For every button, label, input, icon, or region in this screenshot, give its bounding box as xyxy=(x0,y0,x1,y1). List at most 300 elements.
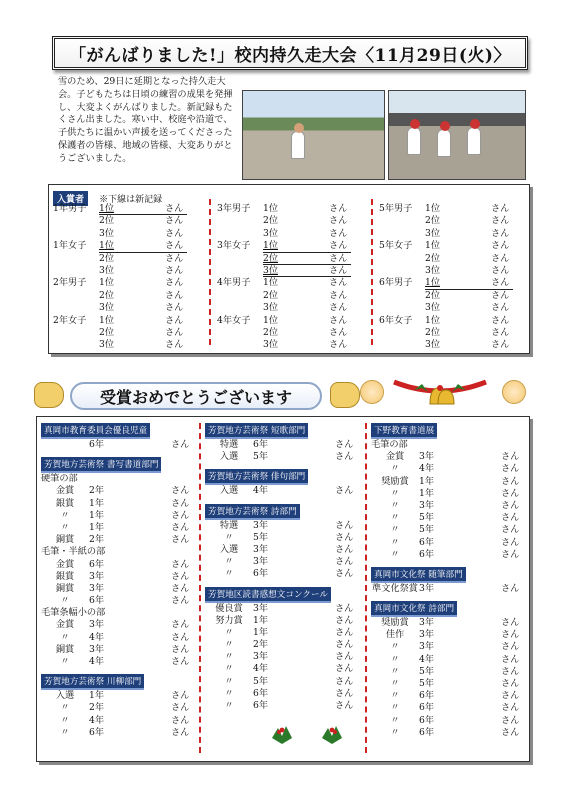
award-row xyxy=(371,617,527,629)
award-grade: 3年 xyxy=(253,651,269,663)
award-row xyxy=(41,632,193,644)
award-suffix: さん xyxy=(171,631,190,643)
award-grade: 1年 xyxy=(253,626,269,638)
winner-place: 3位 xyxy=(99,264,115,276)
winner-row xyxy=(379,290,509,302)
winner-suffix: さん xyxy=(165,289,184,301)
award-grade: 4年 xyxy=(253,663,269,675)
winner-suffix: さん xyxy=(329,203,348,214)
winner-row xyxy=(217,327,347,339)
winner-row xyxy=(217,277,347,289)
award-suffix: さん xyxy=(335,687,354,699)
award-grade: 4年 xyxy=(89,714,105,726)
award-section xyxy=(371,601,527,739)
award-row xyxy=(371,537,527,549)
award-rank: 特選 xyxy=(219,439,239,450)
award-grade: 3年 xyxy=(89,570,105,582)
award-suffix: さん xyxy=(501,714,520,726)
award-row xyxy=(371,641,527,653)
winner-group: 6年男子 xyxy=(379,277,413,289)
winner-row xyxy=(217,302,347,314)
award-grade: 3年 xyxy=(89,582,105,594)
award-suffix: さん xyxy=(501,582,520,594)
winner-row xyxy=(379,265,509,277)
award-suffix: さん xyxy=(501,536,520,548)
runner-figure xyxy=(291,131,305,159)
award-grade: 5年 xyxy=(419,678,435,689)
award-grade: 2年 xyxy=(89,702,105,714)
award-suffix: さん xyxy=(171,726,190,738)
award-suffix: さん xyxy=(335,675,354,687)
winner-row xyxy=(379,327,509,339)
award-rank: 〃 xyxy=(390,714,400,726)
winner-group: 4年男子 xyxy=(217,277,251,289)
winner-place: 3位 xyxy=(425,302,441,314)
page-title: 「がんばりました!」校内持久走大会〈11月29日(火)〉 xyxy=(52,36,528,70)
winner-place: 2位 xyxy=(99,252,115,264)
winner-row xyxy=(217,215,347,227)
awards-column xyxy=(205,423,363,718)
award-suffix: さん xyxy=(171,595,190,607)
winner-group: 5年男子 xyxy=(379,203,413,214)
winner-place: 3位 xyxy=(425,227,441,239)
winner-place: 2位 xyxy=(263,215,279,227)
award-row xyxy=(41,595,193,607)
award-suffix: さん xyxy=(501,617,520,629)
winner-group: 6年女子 xyxy=(379,314,413,326)
award-suffix: さん xyxy=(501,451,520,463)
award-rank: 〃 xyxy=(224,663,234,675)
award-suffix: さん xyxy=(501,548,520,560)
column-divider xyxy=(365,423,367,753)
award-rank: 〃 xyxy=(390,702,400,714)
award-rank: 〃 xyxy=(390,641,400,653)
winner-row xyxy=(53,339,183,351)
winners-column xyxy=(217,203,347,352)
winner-suffix: さん xyxy=(491,227,510,239)
award-rank: 〃 xyxy=(224,531,234,543)
award-section xyxy=(41,457,193,668)
award-row xyxy=(371,666,527,678)
winner-suffix: さん xyxy=(165,264,184,276)
winner-suffix: さん xyxy=(165,314,184,326)
award-grade: 4年 xyxy=(89,631,105,643)
winner-place: 3位 xyxy=(263,339,279,351)
winner-suffix: さん xyxy=(329,227,348,239)
award-rank: 〃 xyxy=(60,509,70,521)
award-grade: 4年 xyxy=(253,485,269,497)
award-section xyxy=(205,423,363,463)
holly-icon xyxy=(270,722,294,748)
award-subheading: 毛筆条幅小の部 xyxy=(41,607,106,619)
winner-row xyxy=(379,302,509,314)
award-suffix: さん xyxy=(171,439,190,450)
award-rank: 〃 xyxy=(60,595,70,607)
angel-icon xyxy=(502,380,526,404)
award-row xyxy=(41,498,193,510)
winner-suffix: さん xyxy=(329,240,348,252)
winner-place: 2位 xyxy=(99,326,115,338)
award-rank: 〃 xyxy=(390,690,400,702)
winner-row xyxy=(379,203,509,215)
award-rank: 入選 xyxy=(219,543,239,555)
winner-place: 1位 xyxy=(263,314,279,326)
award-grade: 6年 xyxy=(89,558,105,570)
award-grade: 5年 xyxy=(419,524,435,536)
award-row xyxy=(371,524,527,536)
winner-place: 1位 xyxy=(425,277,441,289)
award-suffix: さん xyxy=(335,485,354,497)
award-rank: 奨励賞 xyxy=(381,617,409,629)
award-suffix: さん xyxy=(501,487,520,499)
award-rank: 佳作 xyxy=(385,629,405,641)
award-row xyxy=(205,544,363,556)
award-suffix: さん xyxy=(501,512,520,524)
award-suffix: さん xyxy=(501,665,520,677)
winner-place: 1位 xyxy=(425,240,441,252)
award-rank: 奨励賞 xyxy=(381,475,409,487)
award-row xyxy=(371,500,527,512)
winner-place: 1位 xyxy=(425,203,441,214)
winner-row xyxy=(217,240,347,252)
winner-place: 2位 xyxy=(425,326,441,338)
award-grade: 2年 xyxy=(253,639,269,651)
awards-box xyxy=(36,416,530,762)
award-suffix: さん xyxy=(501,629,520,641)
column-divider xyxy=(199,423,201,753)
award-row xyxy=(41,534,193,546)
award-rank: 〃 xyxy=(390,487,400,499)
award-grade: 3年 xyxy=(419,451,435,463)
award-suffix: さん xyxy=(501,463,520,475)
award-suffix: さん xyxy=(501,726,520,738)
winner-row xyxy=(53,290,183,302)
winner-row xyxy=(217,339,347,351)
winner-row xyxy=(217,265,347,277)
award-grade: 3年 xyxy=(89,619,105,631)
award-rank: 〃 xyxy=(390,653,400,665)
award-row xyxy=(41,690,193,702)
winner-group: 2年女子 xyxy=(53,314,87,326)
award-suffix: さん xyxy=(171,570,190,582)
award-suffix: さん xyxy=(501,499,520,511)
winner-place: 2位 xyxy=(425,215,441,227)
winner-row xyxy=(379,228,509,240)
award-row xyxy=(371,690,527,702)
award-suffix: さん xyxy=(171,509,190,521)
winner-place: 1位 xyxy=(99,240,115,252)
award-section xyxy=(371,567,527,595)
award-grade: 6年 xyxy=(253,568,269,580)
award-section xyxy=(41,423,193,451)
winner-group: 3年女子 xyxy=(217,240,251,252)
winner-place: 1位 xyxy=(99,203,115,214)
winner-place: 1位 xyxy=(99,314,115,326)
award-rank: 入選 xyxy=(219,485,239,497)
award-suffix: さん xyxy=(335,519,354,531)
award-suffix: さん xyxy=(335,543,354,555)
winner-row xyxy=(379,215,509,227)
award-suffix: さん xyxy=(171,534,190,546)
awards-column xyxy=(371,423,527,745)
award-row xyxy=(205,627,363,639)
award-grade: 6年 xyxy=(89,595,105,607)
award-row xyxy=(205,439,363,451)
award-suffix: さん xyxy=(171,485,190,497)
winner-place: 2位 xyxy=(99,215,115,227)
award-subheading: 毛筆・半紙の部 xyxy=(41,546,106,558)
award-rank: 金賞 xyxy=(55,619,75,631)
award-subheading: 硬筆の部 xyxy=(41,473,78,485)
award-row xyxy=(371,512,527,524)
award-suffix: さん xyxy=(171,656,190,667)
winner-suffix: さん xyxy=(491,240,510,252)
award-row xyxy=(41,727,193,739)
award-grade: 6年 xyxy=(253,700,269,711)
winner-suffix: さん xyxy=(165,215,184,227)
winner-place: 3位 xyxy=(263,227,279,239)
award-row xyxy=(41,559,193,571)
award-row xyxy=(41,571,193,583)
winner-row xyxy=(53,253,183,265)
award-grade: 1年 xyxy=(89,690,105,702)
award-grade: 1年 xyxy=(253,614,269,626)
award-row xyxy=(41,656,193,668)
award-row xyxy=(205,639,363,651)
winners-column xyxy=(53,203,183,352)
award-grade: 3年 xyxy=(419,617,435,629)
award-suffix: さん xyxy=(171,521,190,533)
award-rank: 〃 xyxy=(390,665,400,677)
award-suffix: さん xyxy=(501,653,520,665)
award-suffix: さん xyxy=(335,531,354,543)
award-rank: 準文化祭賞 xyxy=(372,582,418,594)
award-section xyxy=(371,423,527,561)
award-heading: 芳賀地方芸術祭 詩部門 xyxy=(205,504,300,520)
winner-suffix: さん xyxy=(491,277,510,289)
award-suffix: さん xyxy=(335,639,354,651)
winner-place: 2位 xyxy=(425,252,441,264)
award-grade: 4年 xyxy=(419,463,435,475)
winner-place: 3位 xyxy=(425,264,441,276)
award-grade: 3年 xyxy=(253,602,269,614)
winner-row xyxy=(217,253,347,265)
award-rank: 〃 xyxy=(224,687,234,699)
winner-place: 2位 xyxy=(263,252,279,264)
award-rank: 努力賞 xyxy=(215,614,243,626)
award-heading: 芳賀地方芸術祭 短歌部門 xyxy=(205,423,308,439)
award-rank: 〃 xyxy=(390,678,400,689)
pointing-hand-icon xyxy=(34,382,64,408)
winner-row xyxy=(53,265,183,277)
award-suffix: さん xyxy=(335,602,354,614)
winner-row xyxy=(53,240,183,252)
award-row xyxy=(41,510,193,522)
winner-suffix: さん xyxy=(165,203,184,214)
christmas-bells-icon xyxy=(392,376,488,410)
award-row xyxy=(205,568,363,580)
award-rank: 金賞 xyxy=(55,485,75,497)
winner-suffix: さん xyxy=(165,252,184,264)
award-rank: 〃 xyxy=(390,463,400,475)
winner-group: 5年女子 xyxy=(379,240,413,252)
award-row xyxy=(205,485,363,497)
winner-row xyxy=(53,302,183,314)
runner-figure xyxy=(467,127,481,155)
award-row xyxy=(205,651,363,663)
award-grade: 6年 xyxy=(89,439,105,450)
award-row xyxy=(41,439,193,451)
winner-row xyxy=(53,327,183,339)
winner-suffix: さん xyxy=(491,314,510,326)
winner-suffix: さん xyxy=(491,302,510,314)
award-grade: 5年 xyxy=(253,451,269,463)
winners-column xyxy=(379,203,509,352)
award-grade: 5年 xyxy=(419,665,435,677)
award-row xyxy=(205,615,363,627)
award-row xyxy=(41,644,193,656)
award-grade: 1年 xyxy=(419,475,435,487)
column-divider xyxy=(209,199,211,345)
award-grade: 3年 xyxy=(419,629,435,641)
winner-suffix: さん xyxy=(329,289,348,301)
award-suffix: さん xyxy=(335,439,354,450)
award-grade: 2年 xyxy=(89,534,105,546)
winner-row xyxy=(217,315,347,327)
race-photo-1 xyxy=(242,90,385,180)
award-grade: 1年 xyxy=(419,487,435,499)
winner-suffix: さん xyxy=(491,264,510,276)
award-row xyxy=(371,488,527,500)
awards-banner: 受賞おめでとうございます xyxy=(70,382,322,410)
award-heading: 芳賀地方芸術祭 俳句部門 xyxy=(205,469,308,485)
winner-suffix: さん xyxy=(491,326,510,338)
award-row xyxy=(371,463,527,475)
winner-place: 3位 xyxy=(263,302,279,314)
award-grade: 5年 xyxy=(419,512,435,524)
award-row xyxy=(205,451,363,463)
award-grade: 3年 xyxy=(419,582,435,594)
award-row xyxy=(41,702,193,714)
winner-row xyxy=(379,253,509,265)
winner-row xyxy=(53,228,183,240)
award-rank: 銀賞 xyxy=(55,497,75,509)
awards-column xyxy=(41,423,193,745)
award-suffix: さん xyxy=(335,568,354,580)
award-suffix: さん xyxy=(335,700,354,711)
award-rank: 銅賞 xyxy=(55,582,75,594)
award-heading: 芳賀地方芸術祭 書写書道部門 xyxy=(41,457,161,473)
winner-suffix: さん xyxy=(165,227,184,239)
award-section xyxy=(205,504,363,581)
winner-suffix: さん xyxy=(165,339,184,351)
award-grade: 3年 xyxy=(419,499,435,511)
award-suffix: さん xyxy=(171,702,190,714)
winner-suffix: さん xyxy=(329,252,348,264)
award-suffix: さん xyxy=(501,524,520,536)
award-row xyxy=(41,522,193,534)
award-suffix: さん xyxy=(501,702,520,714)
award-grade: 1年 xyxy=(89,509,105,521)
winner-suffix: さん xyxy=(329,215,348,227)
award-rank: 金賞 xyxy=(55,558,75,570)
winner-place: 3位 xyxy=(99,339,115,351)
award-grade: 6年 xyxy=(419,690,435,702)
award-suffix: さん xyxy=(171,690,190,702)
award-row xyxy=(205,676,363,688)
award-rank: 〃 xyxy=(390,548,400,560)
winner-row xyxy=(379,315,509,327)
intro-text: 雪のため、29日に延期となった持久走大会。子どもたちは日頃の練習の成果を発揮し、大変よくがんばりました。新記録もたくさん出ました。寒い中、校庭や沿道で、子供たちに温かい声援を送ってくださった保護者の皆様、地域の皆様、大変ありがとうございました。 xyxy=(58,76,233,164)
award-suffix: さん xyxy=(335,651,354,663)
award-grade: 3年 xyxy=(253,556,269,568)
award-suffix: さん xyxy=(171,558,190,570)
award-heading: 芳賀地方芸術祭 川柳部門 xyxy=(41,674,144,690)
award-suffix: さん xyxy=(335,556,354,568)
winner-place: 1位 xyxy=(263,240,279,252)
award-suffix: さん xyxy=(335,626,354,638)
award-row xyxy=(371,629,527,641)
winner-group: 1年女子 xyxy=(53,240,87,252)
award-suffix: さん xyxy=(171,643,190,655)
award-suffix: さん xyxy=(171,714,190,726)
award-grade: 1年 xyxy=(89,521,105,533)
award-section xyxy=(205,469,363,497)
award-section xyxy=(41,674,193,739)
award-row xyxy=(205,520,363,532)
award-rank: 〃 xyxy=(60,656,70,667)
award-row xyxy=(371,583,527,595)
award-suffix: さん xyxy=(501,475,520,487)
winner-row xyxy=(53,315,183,327)
winner-suffix: さん xyxy=(491,203,510,214)
winner-group: 2年男子 xyxy=(53,277,87,289)
winner-row xyxy=(379,277,509,289)
award-row xyxy=(371,451,527,463)
winners-note: ※下線は新記録 xyxy=(99,195,163,205)
award-row xyxy=(205,532,363,544)
winner-suffix: さん xyxy=(491,339,510,351)
winner-group: 4年女子 xyxy=(217,314,251,326)
award-grade: 3年 xyxy=(253,519,269,531)
award-section xyxy=(205,587,363,713)
award-grade: 6年 xyxy=(419,548,435,560)
award-heading: 真岡市文化祭 詩部門 xyxy=(371,601,457,617)
winner-place: 1位 xyxy=(425,314,441,326)
award-rank: 〃 xyxy=(224,675,234,687)
winner-suffix: さん xyxy=(329,264,348,276)
winner-suffix: さん xyxy=(329,326,348,338)
award-rank: 〃 xyxy=(390,536,400,548)
award-rank: 〃 xyxy=(224,556,234,568)
award-row xyxy=(371,727,527,739)
winner-place: 3位 xyxy=(99,227,115,239)
winner-row xyxy=(53,203,183,215)
winner-suffix: さん xyxy=(329,339,348,351)
winner-place: 2位 xyxy=(99,289,115,301)
winner-suffix: さん xyxy=(165,277,184,289)
holly-icon xyxy=(320,722,344,748)
award-row xyxy=(41,715,193,727)
award-grade: 6年 xyxy=(419,726,435,738)
winner-suffix: さん xyxy=(491,215,510,227)
award-rank: 特選 xyxy=(219,519,239,531)
award-row xyxy=(371,702,527,714)
award-row xyxy=(205,663,363,675)
award-subheading: 毛筆の部 xyxy=(371,439,408,450)
award-grade: 4年 xyxy=(419,653,435,665)
winner-suffix: さん xyxy=(329,277,348,289)
